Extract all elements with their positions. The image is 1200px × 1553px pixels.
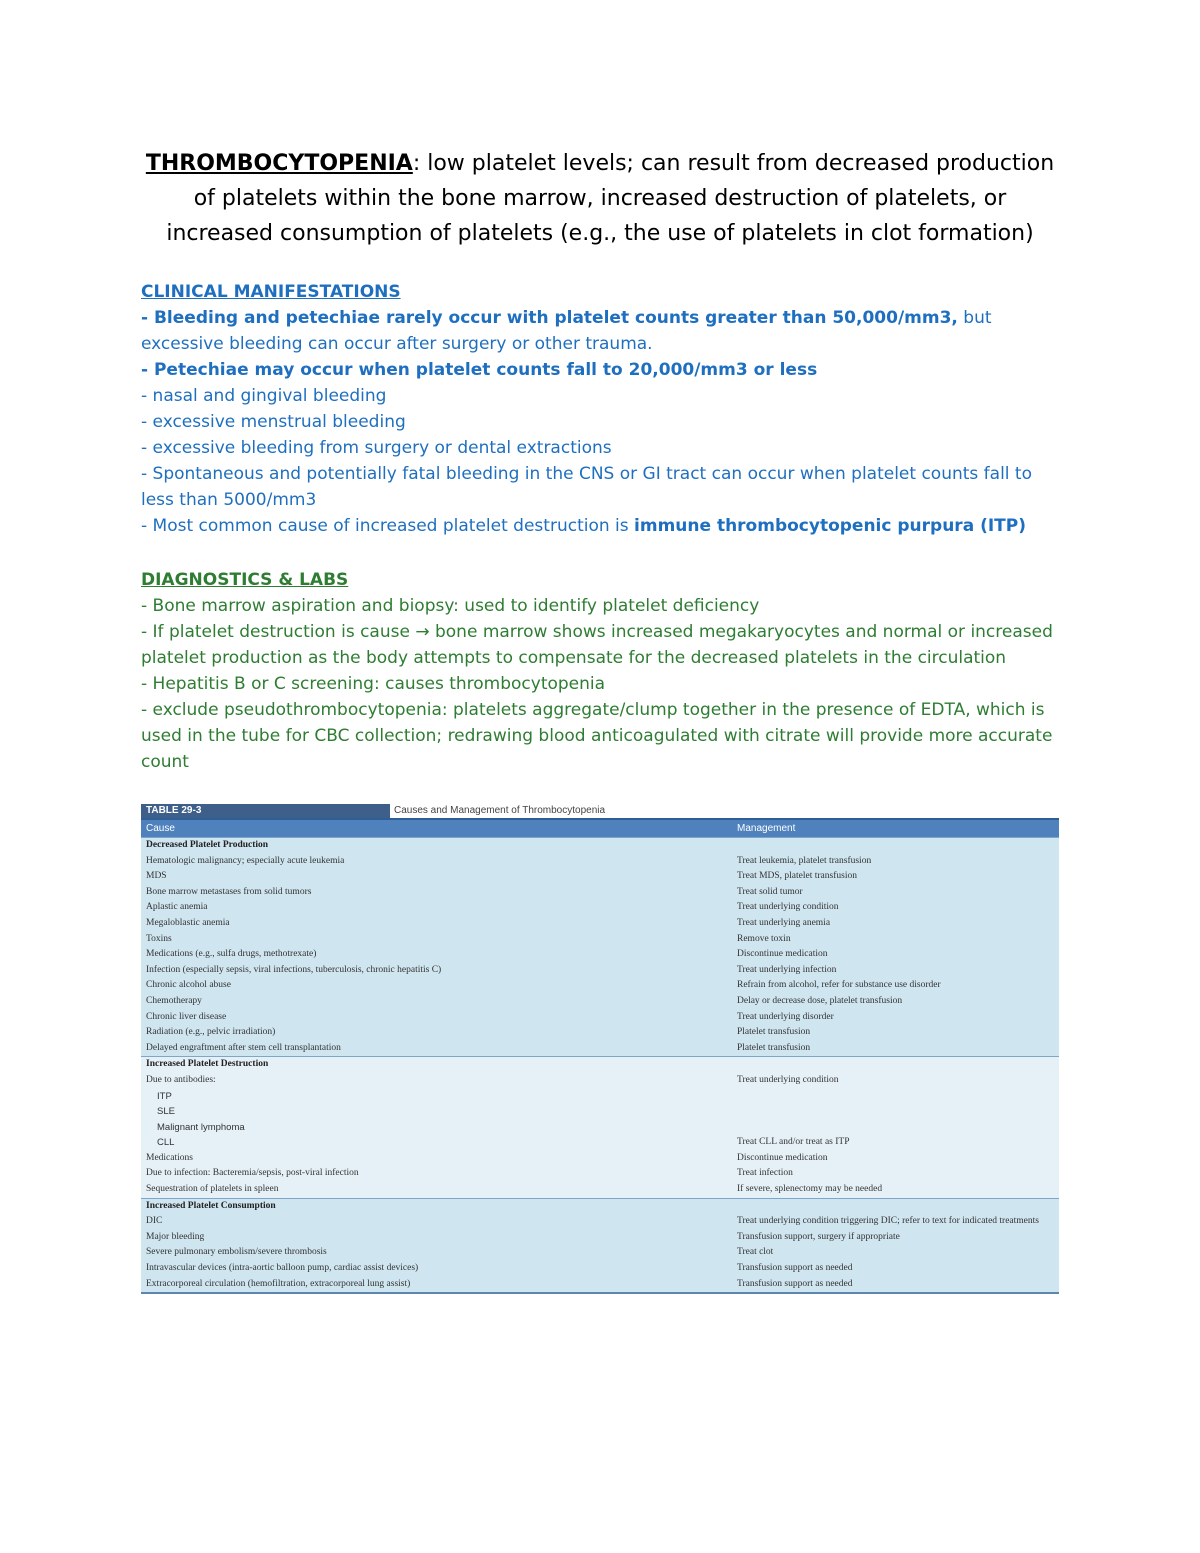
management-cell: Platelet transfusion bbox=[737, 1027, 811, 1038]
management-cell: Transfusion support as needed bbox=[737, 1263, 853, 1274]
clinical-item: - Petechiae may occur when platelet counts fall to 20,000/mm3 or less bbox=[141, 360, 818, 380]
column-header-cause: Cause bbox=[146, 823, 175, 834]
table-row bbox=[141, 978, 1059, 994]
column-header-management: Management bbox=[737, 823, 796, 834]
table-row bbox=[141, 963, 1059, 979]
table-body bbox=[141, 837, 1059, 1294]
table-row bbox=[141, 900, 1059, 916]
table-row bbox=[141, 916, 1059, 932]
cause-cell: CLL bbox=[157, 1137, 175, 1149]
table-row bbox=[141, 1166, 1059, 1182]
table-row bbox=[141, 854, 1059, 870]
diagnostics-item: - Bone marrow aspiration and biopsy: used to identify platelet deficiency bbox=[141, 596, 760, 616]
management-cell bbox=[737, 1089, 1059, 1105]
table-group-heading-row bbox=[141, 1057, 1059, 1073]
table-row bbox=[141, 1041, 1059, 1057]
cause-cell: DIC bbox=[146, 1216, 163, 1227]
title-definition: : low platelet levels; can result from decreased production of platelets within the bone marrow, increased destruction of platelets, or increased consumption of platelets (e.g., the use of platelets in clot formation) bbox=[166, 151, 1055, 246]
management-cell: Treat underlying condition bbox=[737, 902, 839, 913]
cause-cell: Extracorporeal circulation (hemofiltration, extracorporeal lung assist) bbox=[146, 1278, 411, 1289]
management-cell: Treat clot bbox=[737, 1247, 774, 1258]
cause-cell: Medications (e.g., sulfa drugs, methotrexate) bbox=[146, 949, 317, 960]
table-row bbox=[141, 994, 1059, 1010]
table-caption bbox=[141, 804, 1059, 818]
diagnostics-item: - Hepatitis B or C screening: causes thrombocytopenia bbox=[141, 674, 606, 694]
clinical-item-bold: immune thrombocytopenic purpura (ITP) bbox=[634, 516, 1027, 536]
cause-cell: Aplastic anemia bbox=[146, 902, 208, 913]
table-group bbox=[141, 1056, 1059, 1197]
table-row bbox=[141, 1010, 1059, 1026]
management-cell bbox=[737, 1104, 1059, 1120]
cause-cell: Medications bbox=[146, 1152, 193, 1163]
table-group bbox=[141, 1198, 1059, 1295]
table-group-heading-row bbox=[141, 1199, 1059, 1215]
table-row bbox=[141, 1214, 1059, 1230]
table-row bbox=[141, 1135, 1059, 1151]
diagnostics-item: - If platelet destruction is cause → bone marrow shows increased megakaryocytes and normal or increased platelet production as the body attempts to compensate for the decreased platelets in the circulation bbox=[141, 622, 1053, 668]
title-heading: THROMBOCYTOPENIA bbox=[145, 151, 413, 176]
table-header bbox=[141, 818, 1059, 837]
cause-cell: Hematologic malignancy; especially acute leukemia bbox=[146, 855, 345, 866]
table-row bbox=[141, 1025, 1059, 1041]
table-title: Causes and Management of Thrombocytopenia bbox=[390, 804, 1059, 818]
clinical-item-text: - Most common cause of increased platelet destruction is bbox=[141, 516, 635, 536]
table-row bbox=[141, 1151, 1059, 1167]
management-cell: Treat underlying condition triggering DIC; refer to text for indicated treatments bbox=[737, 1216, 1039, 1227]
table-group-heading: Increased Platelet Destruction bbox=[146, 1059, 269, 1070]
clinical-item-bold: - Bleeding and petechiae rarely occur with platelet counts greater than 50,000/mm3, bbox=[141, 308, 958, 328]
table-row bbox=[141, 932, 1059, 948]
diagnostics-section bbox=[141, 567, 1061, 775]
management-cell: Platelet transfusion bbox=[737, 1042, 811, 1053]
management-cell: Treat leukemia, platelet transfusion bbox=[737, 855, 872, 866]
management-cell: Treat underlying infection bbox=[737, 964, 837, 975]
clinical-item: - excessive bleeding from surgery or dental extractions bbox=[141, 438, 612, 458]
cause-cell: Bone marrow metastases from solid tumors bbox=[146, 886, 312, 897]
table-row bbox=[141, 1104, 1059, 1120]
cause-cell: Major bleeding bbox=[146, 1231, 205, 1242]
cause-cell: Toxins bbox=[146, 933, 172, 944]
cause-cell: Delayed engraftment after stem cell transplantation bbox=[146, 1042, 341, 1053]
management-cell: Delay or decrease dose, platelet transfusion bbox=[737, 995, 903, 1006]
cause-cell: Due to antibodies: bbox=[146, 1074, 216, 1085]
management-cell: Treat underlying condition bbox=[737, 1074, 839, 1085]
clinical-heading: CLINICAL MANIFESTATIONS bbox=[141, 282, 401, 302]
table-number: TABLE 29-3 bbox=[141, 804, 390, 818]
diagnostics-item: - exclude pseudothrombocytopenia: platelets aggregate/clump together in the presence of EDTA, which is used in the tube for CBC collection; redrawing blood anticoagulated with citrate will provide more accurate count bbox=[141, 700, 1053, 772]
table-row bbox=[141, 1120, 1059, 1136]
table-group-heading-row bbox=[141, 838, 1059, 854]
management-cell: Treat solid tumor bbox=[737, 886, 803, 897]
cause-cell: Due to infection: Bacteremia/sepsis, post-viral infection bbox=[146, 1168, 359, 1179]
management-cell: Treat infection bbox=[737, 1168, 793, 1179]
thrombocytopenia-table bbox=[141, 804, 1059, 1294]
management-cell: Treat underlying anemia bbox=[737, 917, 831, 928]
cause-cell: SLE bbox=[157, 1106, 175, 1118]
management-cell: Transfusion support as needed bbox=[737, 1278, 853, 1289]
table-row bbox=[141, 869, 1059, 885]
table-row bbox=[141, 1089, 1059, 1105]
diagnostics-heading: DIAGNOSTICS & LABS bbox=[141, 570, 349, 590]
clinical-manifestations-section bbox=[141, 279, 1061, 539]
clinical-item-text: but excessive bleeding can occur after surgery or other trauma. bbox=[141, 308, 992, 354]
table-group-heading: Increased Platelet Consumption bbox=[146, 1200, 276, 1211]
cause-cell: Intravascular devices (intra-aortic balloon pump, cardiac assist devices) bbox=[146, 1263, 419, 1274]
table-row bbox=[141, 1230, 1059, 1246]
table-group bbox=[141, 837, 1059, 1056]
clinical-item bbox=[141, 513, 1061, 539]
page-title bbox=[140, 146, 1060, 251]
cause-cell: Chemotherapy bbox=[146, 995, 202, 1006]
clinical-item bbox=[141, 305, 1061, 357]
cause-cell: Severe pulmonary embolism/severe thrombosis bbox=[146, 1247, 327, 1258]
table-row bbox=[141, 1261, 1059, 1277]
cause-cell: Chronic liver disease bbox=[146, 1011, 227, 1022]
management-cell: Treat MDS, platelet transfusion bbox=[737, 871, 857, 882]
table-group-heading: Decreased Platelet Production bbox=[146, 840, 269, 850]
management-cell: Discontinue medication bbox=[737, 949, 828, 960]
cause-cell: Megaloblastic anemia bbox=[146, 917, 230, 928]
management-cell bbox=[737, 1120, 1059, 1136]
clinical-item: - nasal and gingival bleeding bbox=[141, 386, 387, 406]
management-cell: Treat CLL and/or treat as ITP bbox=[737, 1137, 850, 1148]
cause-cell: ITP bbox=[157, 1090, 172, 1102]
management-cell: Discontinue medication bbox=[737, 1152, 828, 1163]
cause-cell: Malignant lymphoma bbox=[157, 1121, 245, 1133]
cause-cell: Infection (especially sepsis, viral infections, tuberculosis, chronic hepatitis C) bbox=[146, 964, 442, 975]
clinical-item: - excessive menstrual bleeding bbox=[141, 412, 406, 432]
clinical-item: - Spontaneous and potentially fatal bleeding in the CNS or GI tract can occur when platelet counts fall to less than 5000/mm3 bbox=[141, 464, 1032, 510]
table-row bbox=[141, 1182, 1059, 1198]
table-row bbox=[141, 885, 1059, 901]
table-row bbox=[141, 1277, 1059, 1293]
management-cell: Refrain from alcohol, refer for substance use disorder bbox=[737, 980, 941, 991]
table-row bbox=[141, 1245, 1059, 1261]
management-cell: If severe, splenectomy may be needed bbox=[737, 1184, 883, 1195]
cause-cell: MDS bbox=[146, 871, 167, 882]
table-row bbox=[141, 947, 1059, 963]
management-cell: Remove toxin bbox=[737, 933, 791, 944]
cause-cell: Chronic alcohol abuse bbox=[146, 980, 231, 991]
management-cell: Treat underlying disorder bbox=[737, 1011, 834, 1022]
management-cell: Transfusion support, surgery if appropriate bbox=[737, 1231, 900, 1242]
cause-cell: Sequestration of platelets in spleen bbox=[146, 1184, 279, 1195]
cause-cell: Radiation (e.g., pelvic irradiation) bbox=[146, 1027, 276, 1038]
table-row bbox=[141, 1073, 1059, 1089]
